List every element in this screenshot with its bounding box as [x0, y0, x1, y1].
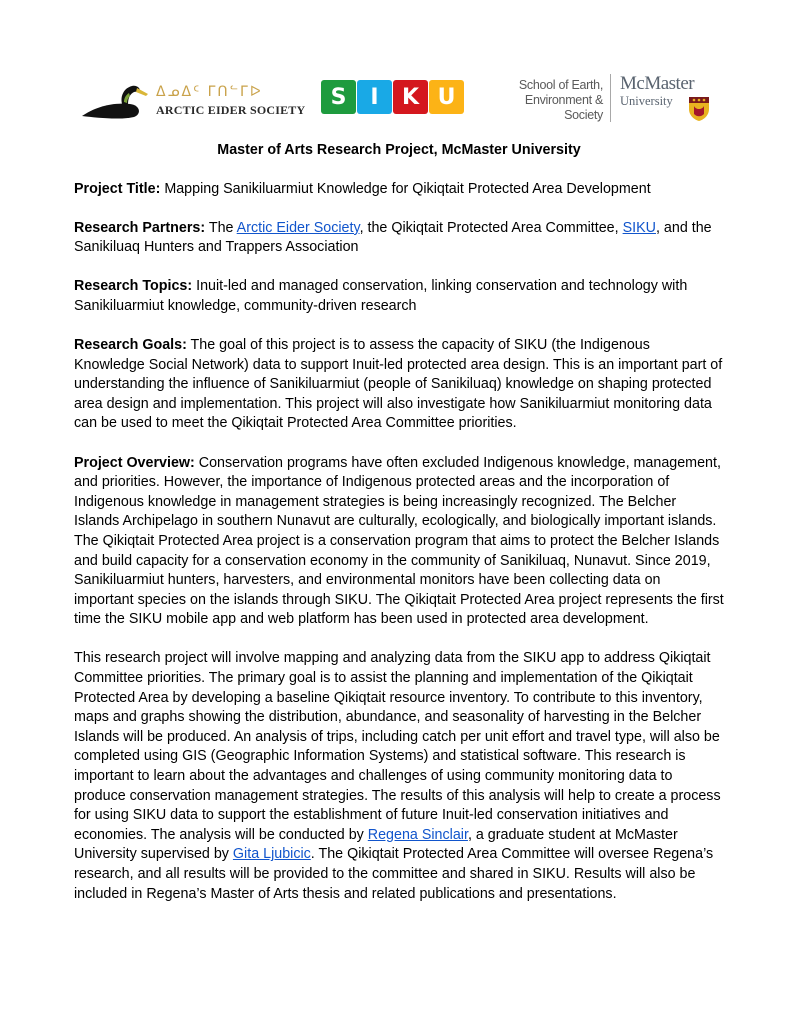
- page-title: Master of Arts Research Project, McMaster University: [217, 142, 581, 158]
- project-title-text: Mapping Sanikiluarmiut Knowledge for Qikiqtait Protected Area Development: [160, 180, 651, 197]
- aes-syllabics: ᐃᓄᐃᑦ ᒥᑎᓪᒥᐅ: [156, 84, 263, 100]
- project-title-label: Project Title:: [74, 180, 161, 197]
- document-body: [74, 141, 724, 924]
- research-description-text: . The Qikiqtait Protected Area Committee will oversee Regena’s research, and all results will be provided to the committee and shared in SIKU. Results will also be included in Regena’s Master of Arts thesis and related publications and presentations.: [74, 846, 714, 902]
- research-partners-text: , and the Sanikiluaq Hunters and Trappers Association: [74, 219, 712, 256]
- siku-tile-i: I: [357, 80, 392, 114]
- siku-tile-s: S: [321, 80, 356, 114]
- mcmaster-crest-icon: [688, 96, 710, 122]
- project-overview-text: Conservation programs have often excluded Indigenous knowledge, management, and priorities. However, the importance of Indigenous protected areas and the incorporation of Indigenous knowledge in management strategies is being increasingly recognized. The Belcher Islands Archipelago in southern Nunavut are culturally, ecologically, and biologically important islands. The Qikiqtait Protected Area project is a conservation program that aims to protect the Belcher Islands and build capacity for a conservation economy in the community of Sanikiluaq, Nunavut. Since 2019, Sanikiluarmiut hunters, harvesters, and environmental monitors have been collecting data on important species on the islands through SIKU. The Qikiqtait Protected Area project represents the first time the SIKU mobile app and web platform has been used in protected area development.: [74, 454, 724, 628]
- research-description-paragraph: [74, 649, 724, 904]
- school-earth-environment-society-logo: [485, 78, 603, 123]
- mcmaster-university: University: [620, 94, 673, 108]
- research-partners-label: Research Partners:: [74, 219, 206, 236]
- aes-name: ARCTIC EIDER SOCIETY: [156, 103, 306, 117]
- siku-tile-k: K: [393, 80, 428, 114]
- research-partners-text: , the Qikiqtait Protected Area Committee,: [359, 219, 623, 236]
- siku-logo: [321, 80, 464, 114]
- research-goals-text: The goal of this project is to assess the capacity of SIKU (the Indigenous Knowledge Social Network) data to support Inuit-led protected area design. This is an important part of understanding the influence of Sanikiluarmiut (people of Sanikiluaq) knowledge on shaping protected area design and implementation. This project will also investigate how Sanikiluarmiut monitoring data can be used to meet the Qikiqtait Protected Area Committee priorities.: [74, 337, 723, 432]
- research-partners-paragraph: [74, 219, 724, 258]
- research-description-text: , a graduate student at McMaster University supervised by: [74, 826, 678, 863]
- logo-header: [80, 72, 720, 128]
- project-overview-label: Project Overview:: [74, 454, 195, 471]
- research-topics-text: Inuit-led and managed conservation, linking conservation and technology with Sanikiluarmiut knowledge, community-driven research: [74, 278, 688, 314]
- gita-ljubicic-link[interactable]: Gita Ljubicic: [232, 846, 311, 863]
- siku-tile-u: U: [429, 80, 464, 114]
- research-topics-label: Research Topics:: [74, 278, 193, 295]
- logo-divider: [610, 74, 611, 122]
- school-line2: Environment & Society: [524, 93, 603, 122]
- research-partners-text: The: [205, 219, 237, 236]
- research-topics-paragraph: [74, 277, 724, 316]
- siku-link[interactable]: SIKU: [622, 219, 656, 236]
- arctic-eider-society-link[interactable]: Arctic Eider Society: [236, 219, 360, 236]
- regena-sinclair-link[interactable]: Regena Sinclair: [367, 826, 468, 843]
- research-description-text: This research project will involve mapping and analyzing data from the SIKU app to address Qikiqtait Committee priorities. The primary goal is to assist the planning and implementation of the Qikiqtait Protected Area by developing a baseline Qikiqtait resource inventory. To contribute to this inventory, maps and graphs showing the distribution, abundance, and seasonality of harvesting in the Belcher Islands will be produced. An analysis of trips, including catch per unit effort and travel type, will also be completed using GIS (Geographic Information Systems) and statistical software. This research is important to learn about the advantages and challenges of using community monitoring data to produce conservation management strategies. The results of this analysis will help to create a process for using SIKU data to support the establishment of future Inuit-led conservation initiatives and economies. The analysis will be conducted by: [74, 650, 721, 843]
- research-goals-paragraph: [74, 336, 724, 434]
- school-line1: School of Earth,: [518, 78, 603, 92]
- research-goals-label: Research Goals:: [74, 337, 187, 354]
- eider-duck-icon: [80, 78, 150, 120]
- mcmaster-name: McMaster: [620, 73, 695, 94]
- project-title-paragraph: [74, 180, 724, 200]
- arctic-eider-society-logo: [80, 76, 310, 124]
- project-overview-paragraph: [74, 454, 724, 630]
- mcmaster-logo: [620, 74, 720, 108]
